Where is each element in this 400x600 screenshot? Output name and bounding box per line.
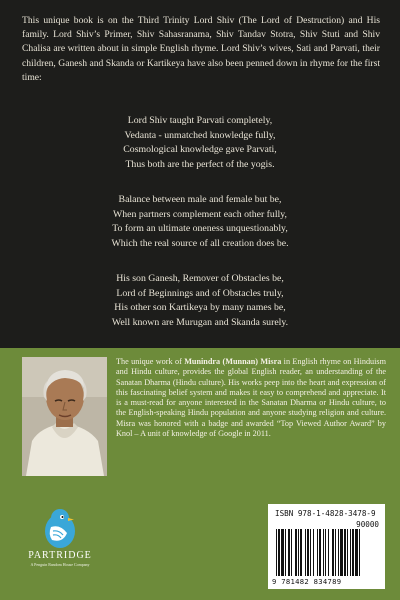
- barcode-bar: [278, 529, 280, 576]
- author-bio: [116, 357, 386, 439]
- intro-paragraph: This unique book is on the Third Trinity Lord Shiv (The Lord of Destruction) and His family. Lord Shiv’s Primer, Shiv Sahasranama, Shiv Tandav Stotra, Shiv Stuti and Shiv Chalisa are written about in simple English rhyme. Lord Shiv’s wives, Sati and Parvati, their children, Ganesh and Skanda or Kartikeya have also been penned down in rhyme for the first time:: [22, 15, 380, 83]
- barcode-bar: [276, 529, 277, 576]
- verse-2: [0, 193, 400, 252]
- barcode-bar: [317, 529, 318, 576]
- barcode-bar: [325, 529, 326, 576]
- barcode-bar: [344, 529, 346, 576]
- barcode-bar: [295, 529, 297, 576]
- barcode-bar: [288, 529, 290, 576]
- verse-line: Lord of Beginnings and of Obstacles truly,: [116, 287, 284, 299]
- bio-intro: The unique work of: [116, 357, 185, 366]
- publisher-logo: [20, 507, 100, 567]
- partridge-bird-icon: [43, 507, 77, 549]
- author-photo: [22, 357, 107, 476]
- barcode-bar: [281, 529, 284, 576]
- barcode-bar: [328, 529, 329, 576]
- barcode-bar: [291, 529, 292, 576]
- barcode-bar: [305, 529, 306, 576]
- verse-line: Vedanta - unmatched knowledge fully,: [124, 129, 276, 141]
- barcode-bar: [319, 529, 321, 576]
- barcode-bar: [350, 529, 351, 576]
- verse-line: Cosmological knowledge gave Parvati,: [123, 144, 277, 156]
- barcode-bar: [323, 529, 324, 576]
- barcode-bars: [276, 529, 377, 576]
- verse-3: [0, 272, 400, 331]
- verse-line: His other son Kartikeya by many names be,: [114, 302, 286, 314]
- isbn-barcode: [268, 504, 385, 589]
- ean-digits: 9 781482 834789: [272, 577, 342, 586]
- barcode-bar: [352, 529, 354, 576]
- verse-line: Balance between male and female but be,: [118, 194, 282, 205]
- barcode-bar: [355, 529, 358, 576]
- barcode-bar: [310, 529, 311, 576]
- bio-body: in English rhyme on Hinduism and Hindu culture, provides the global English reader, an understanding of the Sanatan Dharma (Hindu culture). His works peep into the heart and expression of this fascinating belief system and makes it easy to comprehend and appreciate. It is a must-read for anyone interested in the Sanatan Dharma or Hindu culture, to the English-speaking Hindu population and anyone studying religion and culture. Misra was honored with a badge and awarded “Top Viewed Author Award” by Knol – A unit of knowledge of Google in 2011.: [116, 357, 386, 439]
- verse-line: When partners complement each other fully,: [112, 208, 287, 220]
- barcode-bar: [340, 529, 343, 576]
- barcode-bar: [338, 529, 339, 576]
- price-code: 90000: [356, 520, 379, 529]
- verse-1: [0, 114, 400, 173]
- publisher-name: PARTRIDGE: [28, 550, 92, 561]
- verse-line: Lord Shiv taught Parvati completely,: [127, 115, 273, 126]
- verse-line: His son Ganesh, Remover of Obstacles be,: [116, 273, 284, 284]
- isbn-label: ISBN 978-1-4828-3478-9: [275, 509, 376, 518]
- barcode-bar: [307, 529, 309, 576]
- barcode-bar: [300, 529, 302, 576]
- verse-line: To form an ultimate oneness unquestionably,: [112, 223, 288, 235]
- barcode-bar: [347, 529, 348, 576]
- verse-line: Well known are Murugan and Skanda surely.: [111, 317, 289, 329]
- barcode-bar: [298, 529, 299, 576]
- publisher-tagline: A Penguin Random House Company: [30, 562, 90, 567]
- barcode-bar: [335, 529, 336, 576]
- author-name: Munindra (Munnan) Misra: [184, 357, 282, 366]
- barcode-bar: [285, 529, 286, 576]
- verse-line: Which the real source of all creation does be.: [111, 238, 289, 250]
- barcode-bar: [313, 529, 314, 576]
- verse-line: Thus both are the perfect of the yogis.: [125, 159, 275, 171]
- barcode-bar: [359, 529, 360, 576]
- barcode-bar: [332, 529, 334, 576]
- author-band: [0, 348, 400, 600]
